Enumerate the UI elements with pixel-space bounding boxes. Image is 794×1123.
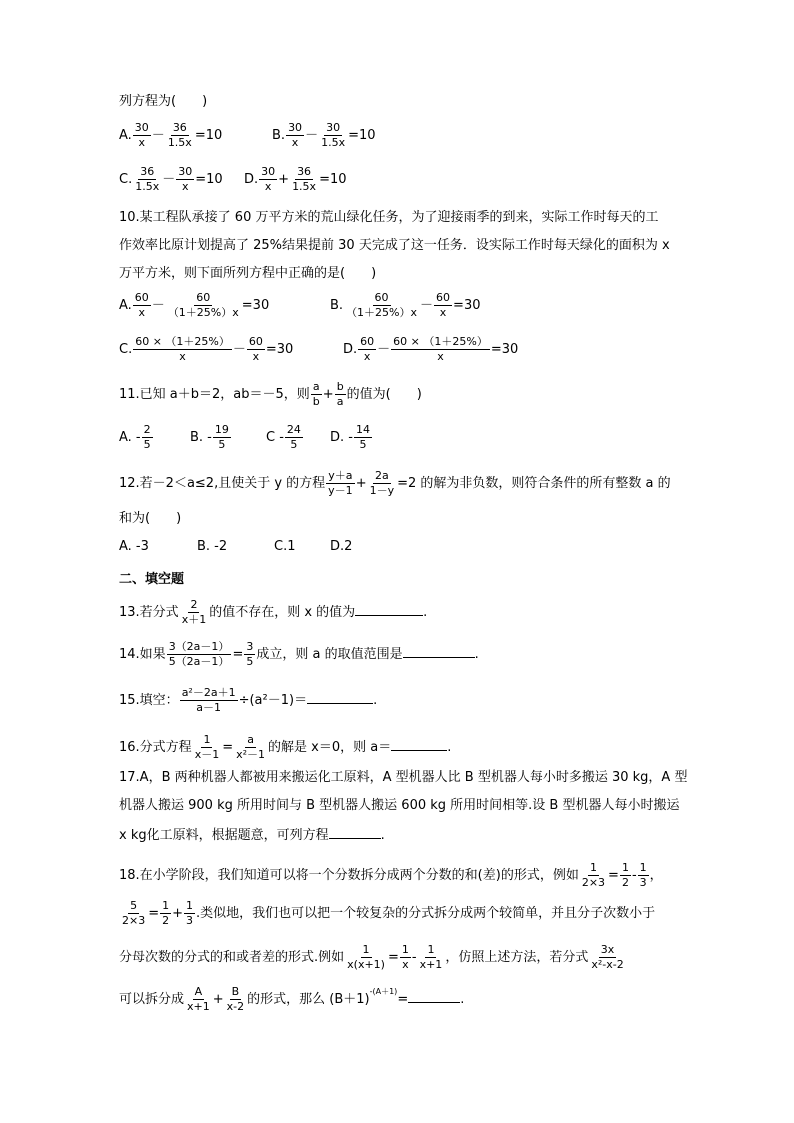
q9-option-d: D. $\frac{30}{x}$ + $\frac{36}{1.5x}$ =10	[244, 165, 347, 193]
q9-option-a: A. $\frac{30}{x}$ － $\frac{36}{1.5x}$ =10	[119, 121, 223, 149]
q18-line2: $\frac{5}{2\times 3}$ = $\frac{1}{2}$ + $\frac{1}{3}$ .类似地，我们也可以把一个较复杂的分式拆分成两个较简单，并且分子次数小于	[122, 899, 656, 927]
q10-option-a: A. $\frac{60}{x}$ － $\frac{60}{(1+25\%)x}$ =30	[119, 291, 270, 319]
q18-line4: 可以拆分成 $\frac{A}{x+1}$ + $\frac{B}{x-2}$ 的形式，那么 $(B+1)^{-(A+1)}=$ .	[119, 985, 465, 1013]
q16-stem: 16.分式方程 $\frac{1}{x-1}$ = $\frac{a}{\text{x²－1}}$ 的解是 x＝0，则 a＝ .	[119, 733, 452, 761]
q17-answer-blank[interactable]	[329, 826, 381, 839]
section-title-fill-in: 二、填空题	[119, 572, 185, 587]
q12-option-a: A. -3	[119, 539, 149, 554]
q18-line1: 18.在小学阶段，我们知道可以将一个分数拆分成两个分数的和(差)的形式，例如 $\frac{1}{2\times 3}$ = $\frac{1}{2}$ - $\frac{1}{3}$ ，	[119, 861, 663, 889]
q11-option-c: C - $\frac{24}{5}$	[266, 423, 301, 451]
q12-option-c: C.1	[274, 539, 296, 554]
q18-line3: 分母次数的分式的和或者差的形式.例如 $\frac{1}{x(x+1)}$ = $\frac{1}{x}$ - $\frac{1}{x+1}$ ，仿照上述方法，若分式 $\frac{3x}{\text{x²-x-2}}$	[119, 943, 624, 971]
q12-line2: 和为( )	[119, 511, 182, 526]
q11-stem: 11.已知 a＋b＝2，ab＝－5，则 $\frac{a}{b}$ + $\frac{b}{a}$ 的值为( )	[119, 380, 422, 408]
q11-option-d: D. - $\frac{14}{5}$	[330, 423, 370, 451]
q10-option-d: D. $\frac{60}{x}$ － $\frac{60 \times (1+25\%)}{x}$ =30	[343, 335, 519, 363]
q13-answer-blank[interactable]	[355, 603, 423, 616]
q15-answer-blank[interactable]	[307, 691, 373, 704]
q11-option-a: A. - $\frac{2}{5}$	[119, 423, 151, 451]
q14-answer-blank[interactable]	[403, 645, 475, 658]
q18-answer-blank[interactable]	[408, 990, 460, 1003]
q17-line2: 机器人搬运 900 kg 所用时间与 B 型机器人搬运 600 kg 所用时间相等.设 B 型机器人每小时搬运	[119, 798, 680, 813]
q13-stem: 13.若分式 $\frac{2}{x+1}$ 的值不存在，则 x 的值为 .	[119, 598, 428, 626]
q10-option-c: C. $\frac{60 \times (1+25\%)}{x}$ － $\frac{60}{x}$ =30	[119, 335, 294, 363]
q11-option-b: B. - $\frac{19}{5}$	[190, 423, 229, 451]
q10-line2: 作效率比原计划提高了 25%结果提前 30 天完成了这一任务．设实际工作时每天绿化的面积为 x	[119, 238, 670, 253]
q10-line1: 10.某工程队承接了 60 万平方米的荒山绿化任务，为了迎接雨季的到来，实际工作时每天的工	[119, 210, 659, 225]
q9-prompt: 列方程为( )	[119, 94, 208, 109]
q14-stem: 14.如果 $\frac{3(2a-1)}{5(2a-1)}$ = $\frac{3}{5}$ 成立，则 a 的取值范围是 .	[119, 640, 479, 668]
q10-line3: 万平方米，则下面所列方程中正确的是( )	[119, 266, 377, 281]
q12-option-d: D.2	[330, 539, 353, 554]
q12-stem: 12.若－2＜a≤2,且使关于 y 的方程 $\frac{y+a}{y-1}$ + $\frac{2a}{1-y}$ =2 的解为非负数，则符合条件的所有整数 a 的	[119, 469, 671, 497]
q16-answer-blank[interactable]	[391, 738, 447, 751]
q10-option-b: B. $\frac{60}{(1+25\%)x}$ － $\frac{60}{x}$ =30	[330, 291, 481, 319]
q12-option-b: B. -2	[197, 539, 228, 554]
q9-option-b: B. $\frac{30}{x}$ － $\frac{30}{1.5x}$ =10	[272, 121, 376, 149]
q15-stem: 15.填空： $\frac{\text{a²－2a＋1}}{a-1}$ ÷(a²－1)＝ .	[119, 686, 378, 714]
q17-line3: x kg化工原料，根据题意，可列方程 .	[119, 828, 385, 843]
q9-option-c: C. $\frac{36}{1.5x}$ － $\frac{30}{x}$ =10	[119, 165, 223, 193]
q17-line1: 17.A，B 两种机器人都被用来搬运化工原料，A 型机器人比 B 型机器人每小时多搬运 30 kg，A 型	[119, 770, 688, 785]
